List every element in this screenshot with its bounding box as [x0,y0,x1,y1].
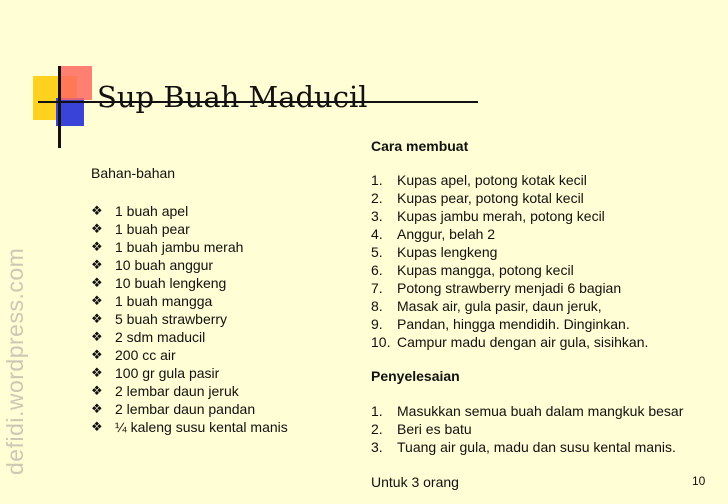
decor-red-square [58,66,92,100]
step-text: Kupas jambu merah, potong kecil [397,208,605,224]
method-section [371,138,721,490]
step-text: Anggur, belah 2 [397,226,496,242]
diamond-bullet-icon: ❖ [91,203,103,218]
method-step [371,315,721,333]
ingredient-label: 100 gr gula pasir [115,365,220,381]
page-number: 10 [692,474,706,488]
step-number: 3. [371,208,383,224]
ingredient-item [91,256,351,274]
decor-vertical-line [58,66,61,148]
ingredient-label: 2 sdm maducil [115,329,206,345]
ingredients-section [91,165,351,436]
step-number: 2. [371,421,383,437]
ingredient-label: 10 buah anggur [115,257,214,273]
watermark: defidi.wordpress.com [2,247,28,475]
ingredient-item [91,238,351,256]
ingredients-list [91,202,351,436]
ingredient-label: 2 lembar daun jeruk [115,383,239,399]
diamond-bullet-icon: ❖ [91,275,103,290]
step-text: Masak air, gula pasir, daun jeruk, [397,298,602,314]
ingredient-item [91,364,351,382]
method-step [371,333,721,351]
ingredient-item [91,382,351,400]
ingredient-item [91,310,351,328]
ingredient-label: 1 buah apel [115,203,189,219]
diamond-bullet-icon: ❖ [91,329,103,344]
ingredient-item [91,418,351,436]
step-text: Kupas mangga, potong kecil [397,262,574,278]
method-step [371,279,721,297]
method-step [371,225,721,243]
step-text: Kupas apel, potong kotak kecil [397,172,587,188]
step-text: Tuang air gula, madu dan susu kental manis. [397,439,676,455]
ingredient-label: 200 cc air [115,347,176,363]
diamond-bullet-icon: ❖ [91,383,103,398]
diamond-bullet-icon: ❖ [91,365,103,380]
finishing-steps [371,402,721,456]
method-step [371,243,721,261]
diamond-bullet-icon: ❖ [91,239,103,254]
step-number: 6. [371,262,383,278]
finishing-heading: Penyelesaian [371,368,460,384]
ingredient-label: 10 buah lengkeng [115,275,227,291]
method-step [371,171,721,189]
method-steps [371,171,721,351]
step-text: Pandan, hingga mendidih. Dinginkan. [397,316,630,332]
ingredient-item [91,292,351,310]
finishing-step [371,402,721,420]
step-text: Campur madu dengan air gula, sisihkan. [397,334,649,350]
step-number: 10. [371,334,391,350]
diamond-bullet-icon: ❖ [91,419,103,434]
diamond-bullet-icon: ❖ [91,311,103,326]
finishing-step [371,438,721,456]
ingredient-item [91,328,351,346]
step-number: 3. [371,439,383,455]
diamond-bullet-icon: ❖ [91,347,103,362]
finishing-step [371,420,721,438]
method-step [371,261,721,279]
ingredient-label: 5 buah strawberry [115,311,228,327]
step-text: Kupas pear, potong kotal kecil [397,190,584,206]
ingredients-heading: Bahan-bahan [91,165,176,181]
diamond-bullet-icon: ❖ [91,221,103,236]
ingredient-label: 1 buah pear [115,221,190,237]
slide-title: Sup Buah Maducil [97,80,368,114]
step-number: 5. [371,244,383,260]
step-number: 1. [371,172,383,188]
diamond-bullet-icon: ❖ [91,293,103,308]
ingredient-item [91,400,351,418]
step-text: Potong strawberry menjadi 6 bagian [397,280,622,296]
serving-note: Untuk 3 orang [371,474,459,490]
step-number: 2. [371,190,383,206]
method-step [371,189,721,207]
ingredient-item [91,346,351,364]
method-step [371,207,721,225]
method-heading: Cara membuat [371,138,469,154]
ingredient-label: 1 buah jambu merah [115,239,244,255]
step-text: Beri es batu [397,421,472,437]
ingredient-label: ¼ kaleng susu kental manis [115,419,288,435]
ingredient-item [91,220,351,238]
step-number: 7. [371,280,383,296]
diamond-bullet-icon: ❖ [91,257,103,272]
step-number: 4. [371,226,383,242]
ingredient-label: 2 lembar daun pandan [115,401,256,417]
step-number: 8. [371,298,383,314]
ingredient-item [91,274,351,292]
step-text: Masukkan semua buah dalam mangkuk besar [397,403,684,419]
ingredient-label: 1 buah mangga [115,293,213,309]
step-text: Kupas lengkeng [397,244,498,260]
ingredient-item [91,202,351,220]
method-step [371,297,721,315]
diamond-bullet-icon: ❖ [91,401,103,416]
step-number: 9. [371,316,383,332]
step-number: 1. [371,403,383,419]
